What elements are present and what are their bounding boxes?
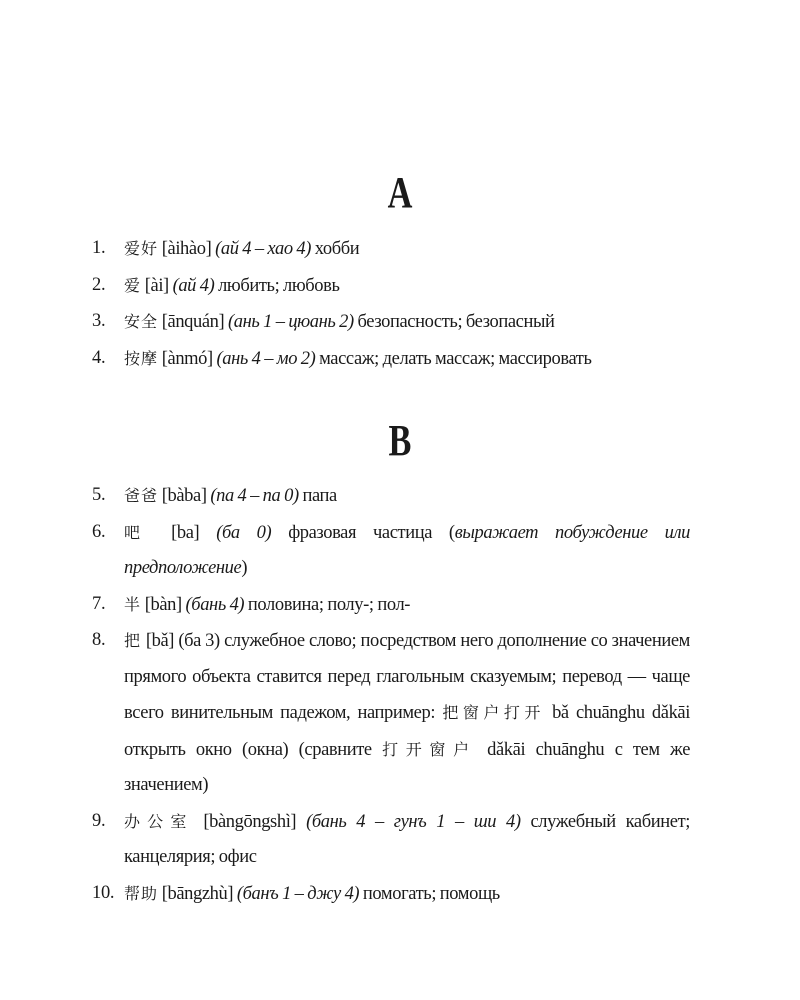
compare-pinyin: dǎkāi chuānghu — [487, 739, 605, 760]
entry-number: 8. — [92, 630, 106, 650]
entry-pinyin: [bǎ] — [145, 631, 175, 651]
entry-usage-note: выражает побуждение или предположение — [124, 522, 690, 578]
entry-translation: хобби — [314, 239, 360, 259]
entry-pinyin: [ānquán] — [161, 312, 225, 332]
compare-text: с тем же значением) — [124, 739, 691, 795]
dictionary-entry — [0, 478, 800, 515]
compare-hanzi: 打开窗户 — [382, 739, 477, 759]
entry-reading: (бань 4 – гунъ 1 – ши 4) — [306, 811, 521, 832]
entry-number: 3. — [92, 311, 106, 331]
entry-reading: (ань 1 – цюань 2) — [228, 312, 354, 332]
dictionary-entry — [0, 515, 800, 587]
entry-reading: (ай 4 – хао 4) — [215, 239, 312, 259]
entry-pinyin: [ba] — [171, 522, 200, 543]
entry-closing-paren: ) — [241, 558, 248, 578]
entry-pinyin: [ài] — [144, 275, 169, 296]
entry-body — [124, 304, 690, 341]
entry-translation: фразовая частица ( — [288, 522, 455, 543]
entry-translation: половина; полу-; пол- — [247, 594, 411, 615]
entry-reading: (ба 3) — [178, 631, 220, 651]
entry-number: 2. — [92, 274, 106, 295]
entry-hanzi: 办公室 — [124, 811, 194, 831]
entry-body — [124, 341, 690, 378]
entry-hanzi: 爸爸 — [124, 486, 159, 505]
entry-translation: массаж; делать массаж; массировать — [319, 348, 592, 369]
entry-hanzi: 爱 — [124, 275, 142, 295]
entry-pinyin: [àihào] — [161, 239, 212, 259]
entry-reading: (бань 4) — [185, 594, 245, 615]
entry-number: 6. — [92, 521, 106, 542]
entry-body — [124, 623, 690, 804]
entry-hanzi: 按摩 — [124, 348, 159, 368]
dictionary-entry — [0, 268, 800, 305]
entry-reading: (ань 4 – мо 2) — [216, 348, 316, 369]
entry-body — [124, 268, 690, 305]
dictionary-entry — [0, 623, 800, 804]
entry-reading: (ба 0) — [216, 522, 272, 543]
entry-body — [124, 231, 690, 268]
entry-hanzi: 安全 — [124, 312, 159, 331]
entry-hanzi: 爱好 — [124, 239, 159, 258]
entry-list-a — [0, 231, 800, 377]
entry-body — [124, 804, 690, 876]
entry-pinyin: [bàba] — [161, 486, 207, 506]
entry-number: 7. — [92, 593, 106, 614]
entry-body — [124, 515, 690, 587]
entry-reading: (ай 4) — [172, 275, 215, 296]
entry-pinyin: [bàngōngshì] — [203, 811, 297, 832]
entry-hanzi: 帮助 — [124, 883, 159, 903]
dictionary-entry — [0, 587, 800, 624]
entry-number: 5. — [92, 485, 106, 505]
entry-hanzi: 半 — [124, 594, 142, 614]
entry-translation: служебное слово; посредством него дополнение со значением прямого объекта ставится перед глагольным сказуемым; перевод — чаще всего винительным падежом, например: — [124, 631, 690, 723]
section-heading-a: A — [387, 168, 413, 217]
entry-pinyin: [bàn] — [144, 594, 182, 615]
example-translation: открыть окно (окна) (сравните — [124, 739, 372, 760]
entry-number: 1. — [92, 238, 106, 258]
dictionary-entry — [0, 231, 800, 268]
dictionary-entry — [0, 804, 800, 876]
entry-reading: (па 4 – па 0) — [210, 486, 299, 506]
entry-translation: любить; любовь — [218, 275, 340, 296]
entry-body — [124, 478, 690, 515]
entry-translation: помогать; помощь — [362, 883, 500, 904]
entry-number: 9. — [92, 810, 106, 831]
dictionary-entry — [0, 304, 800, 341]
entry-pinyin: [bāngzhù] — [161, 883, 234, 904]
entry-translation: служебный кабинет; канцелярия; офис — [124, 811, 690, 867]
entry-hanzi: 把 — [124, 631, 142, 650]
entry-number: 4. — [92, 347, 106, 368]
entry-number: 10. — [92, 882, 115, 903]
dictionary-entry — [0, 876, 800, 913]
entry-translation: папа — [302, 486, 337, 506]
example-hanzi: 把窗户打开 — [442, 703, 545, 722]
section-heading-b: B — [388, 416, 412, 465]
example-pinyin: bǎ chuānghu dǎkāi — [552, 703, 690, 723]
entry-list-b — [0, 478, 800, 912]
entry-hanzi: 吧 — [124, 522, 155, 542]
entry-pinyin: [ànmó] — [161, 348, 213, 369]
entry-translation: безопасность; безопасный — [357, 312, 555, 332]
entry-body — [124, 876, 690, 913]
entry-body — [124, 587, 690, 624]
dictionary-entry — [0, 341, 800, 378]
entry-reading: (банъ 1 – джу 4) — [236, 883, 360, 904]
